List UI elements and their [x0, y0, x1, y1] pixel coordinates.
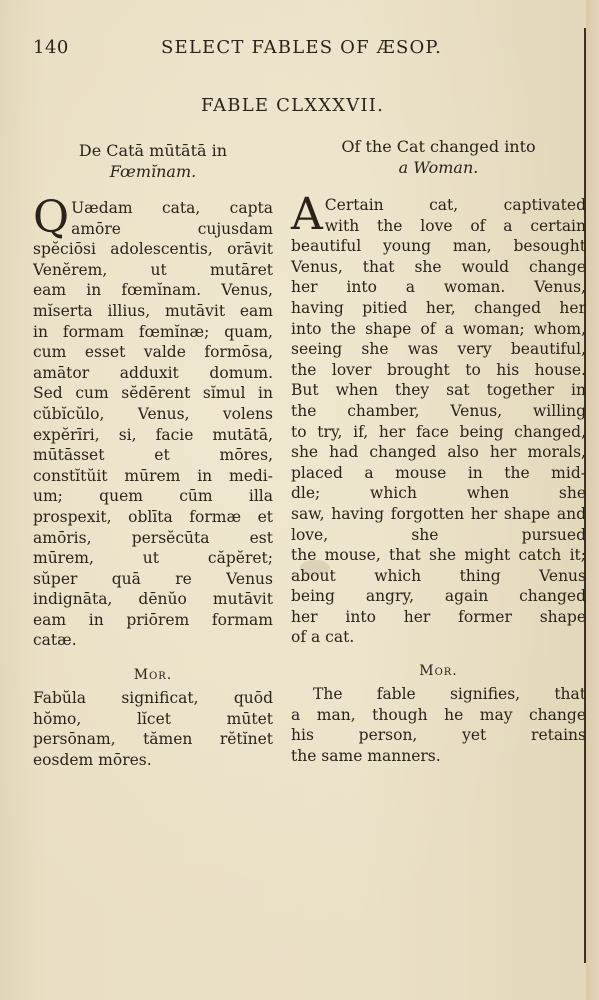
page-edge: [586, 0, 599, 1000]
latin-line: prospexit, oblīta formæ et: [33, 507, 273, 526]
latin-line: amātor adduxit domum.: [33, 363, 273, 382]
english-line: she had changed also her morals,: [291, 443, 586, 462]
latin-line: expĕrīri, si, facie mutātā,: [33, 425, 273, 444]
latin-line: um; quem cūm illa: [33, 487, 273, 506]
latin-subtitle-line: De Catā mūtātā in: [78, 141, 228, 160]
latin-line: amōre cujusdam: [71, 219, 273, 238]
english-moral-line: the same manners.: [291, 746, 441, 765]
english-line: dle; which when she: [291, 484, 586, 503]
latin-line: eam in fœmĭnam. Venus,: [33, 281, 273, 300]
english-line: seeing she was very beautiful,: [291, 340, 586, 359]
running-header: [33, 37, 578, 61]
english-moral-heading: Mor.: [419, 663, 458, 679]
english-line: to try, if, her face being changed,: [291, 422, 586, 441]
english-moral-line: a man, though he may change: [291, 705, 586, 724]
english-line: the chamber, Venus, willing: [291, 401, 586, 420]
latin-line: cum esset valde formōsa,: [33, 343, 273, 362]
english-line: Venus, that she would change: [291, 257, 586, 276]
english-line: about which thing Venus: [291, 566, 586, 585]
running-title: SELECT FABLES OF ÆSOP.: [161, 37, 443, 58]
english-line: being angry, again changed: [291, 587, 586, 606]
latin-moral-line: persōnam, tămen rĕtĭnet: [33, 730, 273, 749]
latin-subtitle: [33, 140, 273, 182]
latin-line: amōris, persĕcūta est: [33, 528, 273, 547]
english-line: into the shape of a woman; whom,: [291, 319, 586, 338]
english-subtitle-line: Of the Cat changed into: [341, 137, 536, 156]
latin-moral-line: Fabŭla significat, quōd: [33, 689, 273, 707]
english-line: placed a mouse in the mid-: [291, 463, 586, 482]
latin-moral-line: hŏmo, lĭcet mūtet: [33, 709, 273, 728]
latin-line: Sed cum sĕdērent sĭmul in: [33, 384, 273, 403]
latin-line: in formam fœmĭnæ; quam,: [33, 322, 273, 341]
english-line: beautiful young man, besought: [291, 237, 586, 256]
latin-line: mĭserta illius, mutāvit eam: [33, 301, 273, 320]
english-line: her into her former shape: [291, 607, 586, 626]
latin-line: catæ.: [33, 631, 77, 650]
latin-subtitle-line: Fœmĭnam.: [109, 162, 197, 181]
latin-line: sŭper quā re Venus: [33, 569, 273, 588]
english-line: But when they sat together in: [291, 381, 586, 400]
english-line: of a cat.: [291, 628, 355, 647]
page-number: 140: [33, 37, 69, 58]
latin-line: cŭbĭcŭlo, Venus, volens: [33, 404, 273, 423]
english-moral-line: The fable signifies, that: [313, 685, 586, 703]
english-moral: [291, 684, 586, 766]
english-line: her into a woman. Venus,: [291, 278, 586, 297]
english-line: having pitied her, changed her: [291, 298, 586, 317]
latin-line: eam in priōrem formam: [33, 610, 273, 629]
english-line: the mouse, that she might catch it;: [291, 546, 586, 565]
latin-line: Uædam cata, capta: [71, 199, 273, 217]
latin-moral: [33, 688, 273, 770]
english-line: with the love of a certain: [324, 216, 586, 235]
latin-line: indignāta, dēnŭo mutāvit: [33, 590, 273, 609]
english-moral-line: his person, yet retains: [291, 726, 586, 745]
english-subtitle-line: a Woman.: [398, 158, 479, 177]
fable-title: FABLE CLXXXVII.: [200, 95, 385, 116]
english-text: [291, 189, 586, 648]
latin-moral-heading: Mor.: [133, 667, 173, 683]
latin-line: mūtāsset et mōres,: [33, 446, 273, 465]
latin-text: [33, 192, 273, 651]
english-line: Certain cat, captivated: [324, 196, 586, 214]
latin-line: mūrem, ut căpĕret;: [33, 549, 273, 568]
latin-line: Venĕrem, ut mutāret: [33, 260, 273, 279]
latin-line: spĕciōsi adolescentis, orāvit: [33, 240, 273, 259]
english-line: the lover brought to his house.: [291, 360, 586, 379]
latin-line: constĭtŭit mūrem in medi-: [33, 466, 273, 485]
english-line: love, she pursued: [291, 525, 586, 544]
english-subtitle: [291, 136, 586, 178]
latin-dropcap: Q: [33, 192, 70, 243]
english-dropcap: A: [291, 189, 323, 240]
english-line: saw, having forgotten her shape and: [291, 504, 586, 523]
latin-moral-line: eosdem mōres.: [33, 750, 152, 769]
